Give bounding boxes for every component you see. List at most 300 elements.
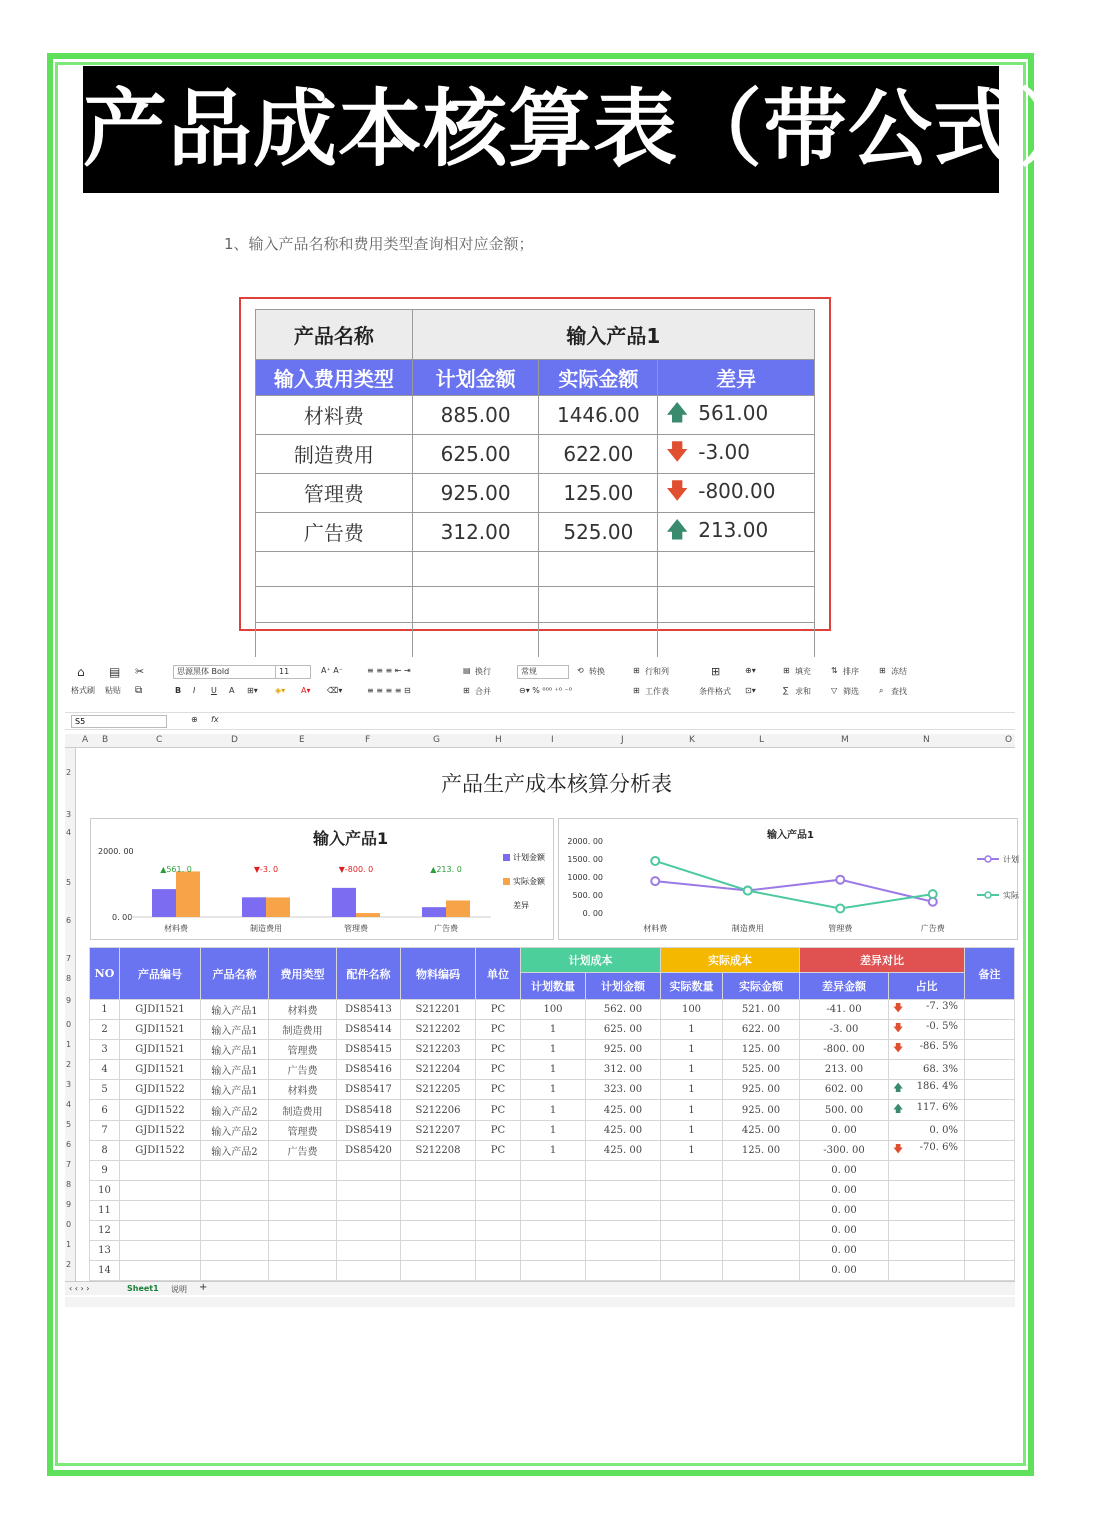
grid-cell[interactable] [201,1200,269,1220]
grid-cell[interactable]: 广告费 [269,1140,337,1160]
grid-cell[interactable] [723,1200,800,1220]
line-point [836,905,844,913]
column-header[interactable]: I [551,735,554,745]
grid-cell[interactable] [269,1261,337,1281]
grid-cell[interactable] [521,1160,586,1180]
ratio-cell[interactable] [889,1040,965,1060]
grid-cell[interactable]: 1 [521,1100,586,1120]
fill-button[interactable]: 填充 [795,667,811,676]
grid-cell[interactable]: PC [476,1060,521,1080]
column-header[interactable]: M [841,735,849,745]
grid-cell[interactable]: 6 [90,1100,120,1120]
grid-cell[interactable] [661,1261,723,1281]
grid-cell[interactable] [661,1200,723,1220]
number-format-icons[interactable]: ⊖▾ % ⁰⁰⁰ ⁺⁰ ⁻⁰ [519,686,572,695]
row-header[interactable]: 3 [66,1080,72,1089]
grid-cell[interactable]: 输入产品2 [201,1120,269,1140]
tab-sheet1[interactable]: Sheet1 [127,1284,159,1293]
grid-cell[interactable]: 10 [90,1180,120,1200]
grid-cell[interactable]: 9 [90,1160,120,1180]
lookup-header-diff: 差异 [658,360,815,396]
grid-cell[interactable] [120,1221,201,1241]
remark-cell[interactable] [965,1160,1015,1180]
wrap-button[interactable]: 换行 [475,667,491,676]
grid-cell[interactable]: 输入产品1 [201,1040,269,1060]
grid-cell[interactable]: DS85415 [337,1040,401,1060]
border-icon[interactable]: ⊞▾ [247,686,258,695]
grid-cell[interactable]: 14 [90,1261,120,1281]
grid-cell[interactable] [337,1261,401,1281]
grid-cell[interactable]: 输入产品1 [201,1060,269,1080]
grid-cell[interactable] [120,1160,201,1180]
bar-chart[interactable] [90,818,554,940]
grid-cell[interactable]: 13 [90,1241,120,1261]
arrow-down-icon: 🡇 [893,1043,904,1055]
grid-cell[interactable]: PC [476,1100,521,1120]
ratio-cell[interactable] [889,1200,965,1220]
grid-cell[interactable]: 602. 00 [800,1080,889,1100]
grid-cell[interactable]: 500. 00 [800,1100,889,1120]
column-header[interactable]: J [621,735,624,745]
grid-cell[interactable]: GJDI1522 [120,1080,201,1100]
grid-cell[interactable] [586,1160,661,1180]
grid-cell[interactable]: 925. 00 [723,1080,800,1100]
remark-cell[interactable] [965,1200,1015,1220]
grid-cell[interactable]: GJDI1522 [120,1100,201,1120]
grid-cell[interactable]: 1 [521,1080,586,1100]
grid-cell[interactable]: 8 [90,1140,120,1160]
grid-cell[interactable]: 制造费用 [269,1100,337,1120]
grid-cell[interactable]: 925. 00 [586,1040,661,1060]
zoom-icon[interactable]: ⊕ [191,715,198,724]
row-header[interactable]: 5 [66,1120,72,1129]
grid-cell[interactable] [337,1221,401,1241]
line-point [836,876,844,884]
ratio-cell[interactable] [889,1060,965,1080]
grid-cell[interactable]: S212201 [401,1000,476,1020]
grid-cell[interactable]: S212205 [401,1080,476,1100]
grid-cell[interactable]: 0. 00 [800,1160,889,1180]
rows-cols-icon[interactable]: ⊞ [633,666,640,675]
ratio-cell[interactable] [889,1000,965,1020]
grid-cell[interactable]: 材料费 [269,1080,337,1100]
grid-cell[interactable]: DS85417 [337,1080,401,1100]
grid-cell[interactable]: 0. 00 [800,1261,889,1281]
grid-cell[interactable]: 材料费 [269,1000,337,1020]
grid-cell[interactable]: 1 [521,1020,586,1040]
grid-cell[interactable] [521,1261,586,1281]
grid-cell[interactable] [401,1200,476,1220]
grid-cell[interactable]: GJDI1521 [120,1020,201,1040]
grid-cell[interactable]: 625. 00 [586,1020,661,1040]
grid-cell[interactable] [586,1261,661,1281]
cost-type-input[interactable]: 管理费 [256,473,413,512]
cond-format-button[interactable]: 条件格式 [699,687,731,696]
remark-cell[interactable] [965,1261,1015,1281]
grid-cell[interactable]: S212208 [401,1140,476,1160]
grid-cell[interactable]: 125. 00 [723,1040,800,1060]
grid-cell[interactable]: PC [476,1140,521,1160]
add-sheet-button[interactable]: + [199,1282,208,1293]
grid-cell[interactable] [201,1241,269,1261]
grid-cell[interactable]: 12 [90,1221,120,1241]
grid-cell[interactable]: GJDI1522 [120,1120,201,1140]
row-header[interactable]: 0 [66,1220,72,1229]
grid-cell[interactable] [269,1221,337,1241]
grid-cell[interactable]: S212206 [401,1100,476,1120]
grid-cell[interactable] [723,1261,800,1281]
row-header[interactable]: 6 [66,916,72,925]
column-header[interactable]: F [365,735,371,745]
grid-cell[interactable]: 622. 00 [723,1020,800,1040]
column-header[interactable]: B [102,735,109,745]
cut-icon[interactable]: ✂ [135,665,145,678]
grid-cell[interactable]: 100 [661,1000,723,1020]
grid-cell[interactable]: 0. 00 [800,1120,889,1140]
remark-cell[interactable] [965,1221,1015,1241]
row-header[interactable]: 4 [66,1100,72,1109]
group-header-actual: 实际成本 [661,948,800,973]
grid-cell[interactable] [401,1160,476,1180]
grid-cell[interactable]: PC [476,1000,521,1020]
grid-cell[interactable] [337,1160,401,1180]
cost-type-input[interactable]: 广告费 [256,512,413,551]
remark-cell[interactable] [965,1020,1015,1040]
grid-cell[interactable] [476,1200,521,1220]
column-header[interactable]: O [1005,735,1013,745]
name-box[interactable]: S5 [71,715,167,728]
remark-cell[interactable] [965,1241,1015,1261]
grid-cell[interactable] [476,1221,521,1241]
column-header[interactable]: A [82,735,89,745]
grid-cell[interactable] [521,1200,586,1220]
freeze-button[interactable]: 冻结 [891,667,907,676]
grid-cell[interactable]: 输入产品1 [201,1000,269,1020]
grid-cell[interactable]: 1 [661,1100,723,1120]
filter-button[interactable]: 筛选 [843,687,859,696]
grid-cell[interactable]: 525. 00 [723,1060,800,1080]
grid-cell[interactable] [661,1160,723,1180]
grid-cell[interactable]: 1 [661,1040,723,1060]
row-header[interactable]: 2 [66,1060,72,1069]
grid-cell[interactable] [201,1221,269,1241]
grid-cell[interactable]: DS85420 [337,1140,401,1160]
grid-cell[interactable]: 1 [521,1060,586,1080]
row-header[interactable]: 1 [66,1240,72,1249]
row-header[interactable]: 1 [66,1040,72,1049]
row-header[interactable]: 3 [66,810,72,819]
grid-cell[interactable]: 312. 00 [586,1060,661,1080]
remark-cell[interactable] [965,1140,1015,1160]
grid-cell[interactable] [120,1241,201,1261]
grid-cell[interactable]: 562. 00 [586,1000,661,1020]
ratio-cell[interactable] [889,1020,965,1040]
grid-cell[interactable] [269,1180,337,1200]
ratio-cell[interactable] [889,1180,965,1200]
grid-cell[interactable]: 125. 00 [723,1140,800,1160]
grid-cell[interactable]: 5 [90,1080,120,1100]
row-header[interactable]: 4 [66,828,72,837]
grid-cell[interactable] [401,1241,476,1261]
grid-cell[interactable] [120,1200,201,1220]
grid-cell[interactable]: 0. 00 [800,1221,889,1241]
grid-cell[interactable]: PC [476,1020,521,1040]
grid-cell[interactable] [723,1221,800,1241]
grid-cell[interactable]: 0. 00 [800,1241,889,1261]
cost-type-input[interactable]: 制造费用 [256,434,413,473]
grid-cell[interactable] [586,1180,661,1200]
convert-icon[interactable]: ⟲ [577,666,584,675]
sum-button[interactable]: 求和 [795,687,811,696]
ratio-cell[interactable] [889,1100,965,1120]
grid-cell[interactable]: 323. 00 [586,1080,661,1100]
row-header[interactable]: 8 [66,1180,72,1189]
remark-cell[interactable] [965,1120,1015,1140]
grid-cell[interactable]: 521. 00 [723,1000,800,1020]
grid-cell[interactable]: -3. 00 [800,1020,889,1040]
grid-cell[interactable] [120,1180,201,1200]
font-name-select[interactable]: 思源黑体 Bold [173,665,301,679]
tab-instructions[interactable]: 说明 [171,1285,187,1294]
cond-format-icon[interactable]: ⊞ [711,665,721,678]
ratio-cell[interactable] [889,1120,965,1140]
grid-cell[interactable]: 1 [661,1020,723,1040]
sum-icon[interactable]: ∑ [783,686,789,695]
row-header[interactable]: 2 [66,1260,72,1269]
bold-button[interactable]: B [175,686,182,695]
grid-cell[interactable]: S212207 [401,1120,476,1140]
grid-cell[interactable] [401,1180,476,1200]
column-header[interactable]: D [231,735,238,745]
grid-cell[interactable]: 制造费用 [269,1020,337,1040]
grid-cell[interactable]: 1 [661,1060,723,1080]
grid-cell[interactable]: 2 [90,1020,120,1040]
row-header[interactable]: 8 [66,974,72,983]
grid-cell[interactable]: PC [476,1120,521,1140]
grid-cell[interactable]: 广告费 [269,1060,337,1080]
grid-cell[interactable] [401,1261,476,1281]
grid-cell[interactable]: 925. 00 [723,1100,800,1120]
grid-cell[interactable]: 0. 00 [800,1200,889,1220]
grid-cell[interactable]: 425. 00 [723,1120,800,1140]
grid-cell[interactable] [661,1241,723,1261]
find-button[interactable]: 查找 [891,687,907,696]
grid-cell[interactable] [586,1241,661,1261]
ratio-cell[interactable] [889,1140,965,1160]
grid-cell[interactable] [476,1241,521,1261]
row-header[interactable]: 0 [66,1020,72,1029]
grid-cell[interactable] [337,1200,401,1220]
remark-cell[interactable] [965,1180,1015,1200]
grid-cell[interactable]: DS85414 [337,1020,401,1040]
grid-cell[interactable]: 输入产品1 [201,1020,269,1040]
grid-cell[interactable] [476,1261,521,1281]
fill-icon[interactable]: ⊞ [783,666,790,675]
font-grow-icon[interactable]: A⁺ A⁻ [321,666,343,675]
grid-cell[interactable]: 425. 00 [586,1120,661,1140]
grid-cell[interactable]: DS85416 [337,1060,401,1080]
remark-cell[interactable] [965,1060,1015,1080]
grid-cell[interactable]: 输入产品1 [201,1080,269,1100]
filter-icon[interactable]: ▽ [831,686,838,695]
grid-cell[interactable]: 1 [661,1080,723,1100]
sort-icon[interactable]: ⇅ [831,666,838,675]
grid-cell[interactable]: 1 [521,1120,586,1140]
grid-cell[interactable] [586,1221,661,1241]
freeze-icon[interactable]: ⊞ [879,666,886,675]
grid-cell[interactable]: 1 [521,1140,586,1160]
grid-cell[interactable] [661,1180,723,1200]
grid-cell[interactable]: 100 [521,1000,586,1020]
cell-icon[interactable]: ⊡▾ [745,686,756,695]
remark-cell[interactable] [965,1040,1015,1060]
grid-cell[interactable] [723,1160,800,1180]
grid-cell[interactable]: 输入产品2 [201,1100,269,1120]
grid-cell[interactable] [201,1261,269,1281]
grid-cell[interactable] [586,1200,661,1220]
grid-cell[interactable]: GJDI1522 [120,1140,201,1160]
ratio-cell[interactable] [889,1160,965,1180]
grid-cell[interactable] [521,1241,586,1261]
paste-button[interactable]: 粘贴 [105,686,121,695]
ratio-cell[interactable] [889,1221,965,1241]
grid-cell[interactable]: 0. 00 [800,1180,889,1200]
grid-cell[interactable]: PC [476,1080,521,1100]
rows-cols-button[interactable]: 行和列 [645,667,669,676]
find-icon[interactable]: ⌕ [879,686,884,695]
grid-cell[interactable]: -41. 00 [800,1000,889,1020]
remark-cell[interactable] [965,1080,1015,1100]
column-header[interactable]: E [299,735,305,745]
column-header[interactable]: H [495,735,502,745]
copy-icon[interactable]: ⧉ [135,685,143,696]
strikethrough-button[interactable]: A [229,686,235,695]
column-header[interactable]: C [156,735,163,745]
worksheet-icon[interactable]: ⊞ [633,686,640,695]
column-header[interactable]: L [759,735,765,745]
arrow-down-icon: 🡇 [893,1143,904,1155]
worksheet-button[interactable]: 工作表 [645,687,669,696]
grid-cell[interactable] [476,1180,521,1200]
product-name-input[interactable]: 输入产品1 [412,310,814,360]
grid-cell[interactable]: 管理费 [269,1120,337,1140]
grid-cell[interactable] [120,1261,201,1281]
convert-button[interactable]: 转换 [589,667,605,676]
grid-cell[interactable]: S212204 [401,1060,476,1080]
grid-cell[interactable] [269,1241,337,1261]
number-format-select[interactable]: 常规 [517,665,569,679]
paste-icon[interactable]: ▤ [109,665,121,679]
row-header[interactable]: 9 [66,996,72,1005]
grid-cell[interactable] [269,1160,337,1180]
font-color-icon[interactable]: A▾ [301,686,311,695]
tab-nav-arrows[interactable]: ‹ ‹ › › [69,1284,90,1293]
grid-cell[interactable]: 7 [90,1120,120,1140]
column-header[interactable]: K [689,735,695,745]
fill-color-icon[interactable]: ◈▾ [275,686,286,695]
grid-cell[interactable] [723,1180,800,1200]
grid-cell[interactable]: DS85418 [337,1100,401,1120]
grid-cell[interactable]: -800. 00 [800,1040,889,1060]
row-header[interactable]: 6 [66,1140,72,1149]
grid-cell[interactable]: S212203 [401,1040,476,1060]
grid-cell[interactable]: 1 [90,1000,120,1020]
line-chart[interactable] [558,818,1018,940]
grid-cell[interactable]: 213. 00 [800,1060,889,1080]
grid-cell[interactable]: DS85413 [337,1000,401,1020]
column-header[interactable]: N [923,735,930,745]
grid-cell[interactable]: 输入产品2 [201,1140,269,1160]
arrow-up-icon: 🡅 [893,1103,904,1115]
ratio-cell[interactable] [889,1080,965,1100]
italic-button[interactable]: I [193,686,196,695]
row-header[interactable]: 2 [66,768,72,777]
ribbon-toolbar [65,657,1015,709]
grid-cell[interactable]: S212202 [401,1020,476,1040]
grid-cell[interactable]: GJDI1521 [120,1060,201,1080]
row-header[interactable]: 9 [66,1200,72,1209]
grid-cell[interactable]: DS85419 [337,1120,401,1140]
grid-cell[interactable]: 1 [521,1040,586,1060]
ratio-cell[interactable] [889,1261,965,1281]
grid-cell[interactable]: 1 [661,1120,723,1140]
wrap-icon[interactable]: ▤ [463,666,471,675]
grid-cell[interactable]: GJDI1521 [120,1000,201,1020]
grid-cell[interactable]: 11 [90,1200,120,1220]
merge-button[interactable]: 合并 [475,687,491,696]
grid-cell[interactable]: GJDI1521 [120,1040,201,1060]
align-top-icons[interactable]: ≡ ≡ ≡ ⇤ ⇥ [367,666,411,675]
grid-cell[interactable] [521,1221,586,1241]
format-painter-button[interactable]: 格式刷 [71,686,95,695]
grid-cell[interactable]: PC [476,1040,521,1060]
font-size-select[interactable]: 11 [275,665,311,679]
grid-cell[interactable] [201,1160,269,1180]
merge-icon[interactable]: ⊞ [463,686,470,695]
column-header[interactable]: G [433,735,440,745]
grid-cell[interactable] [337,1180,401,1200]
clear-icon[interactable]: ⌫▾ [327,686,343,695]
align-icons[interactable]: ≡ ≡ ≡ ≡ ⊟ [367,686,411,695]
grid-cell[interactable] [661,1221,723,1241]
remark-cell[interactable] [965,1100,1015,1120]
remark-cell[interactable] [965,1000,1015,1020]
row-header[interactable]: 5 [66,878,72,887]
ratio-cell[interactable] [889,1241,965,1261]
grid-cell[interactable]: 1 [661,1140,723,1160]
grid-cell[interactable] [401,1221,476,1241]
underline-button[interactable]: U [211,686,217,695]
grid-cell[interactable] [723,1241,800,1261]
grid-cell[interactable] [337,1241,401,1261]
style-icon[interactable]: ⊕▾ [745,666,756,675]
grid-cell[interactable]: 3 [90,1040,120,1060]
grid-cell[interactable] [521,1180,586,1200]
grid-cell[interactable]: 4 [90,1060,120,1080]
grid-cell[interactable] [476,1160,521,1180]
grid-cell[interactable]: 425. 00 [586,1140,661,1160]
grid-cell[interactable]: -300. 00 [800,1140,889,1160]
sort-button[interactable]: 排序 [843,667,859,676]
grid-cell[interactable] [201,1180,269,1200]
cost-type-input[interactable]: 材料费 [256,395,413,434]
grid-cell[interactable]: 425. 00 [586,1100,661,1120]
row-header[interactable]: 7 [66,954,72,963]
grid-cell[interactable] [269,1200,337,1220]
grid-cell[interactable]: 管理费 [269,1040,337,1060]
row-header[interactable]: 7 [66,1160,72,1169]
format-painter-icon[interactable]: ⌂ [77,665,85,679]
